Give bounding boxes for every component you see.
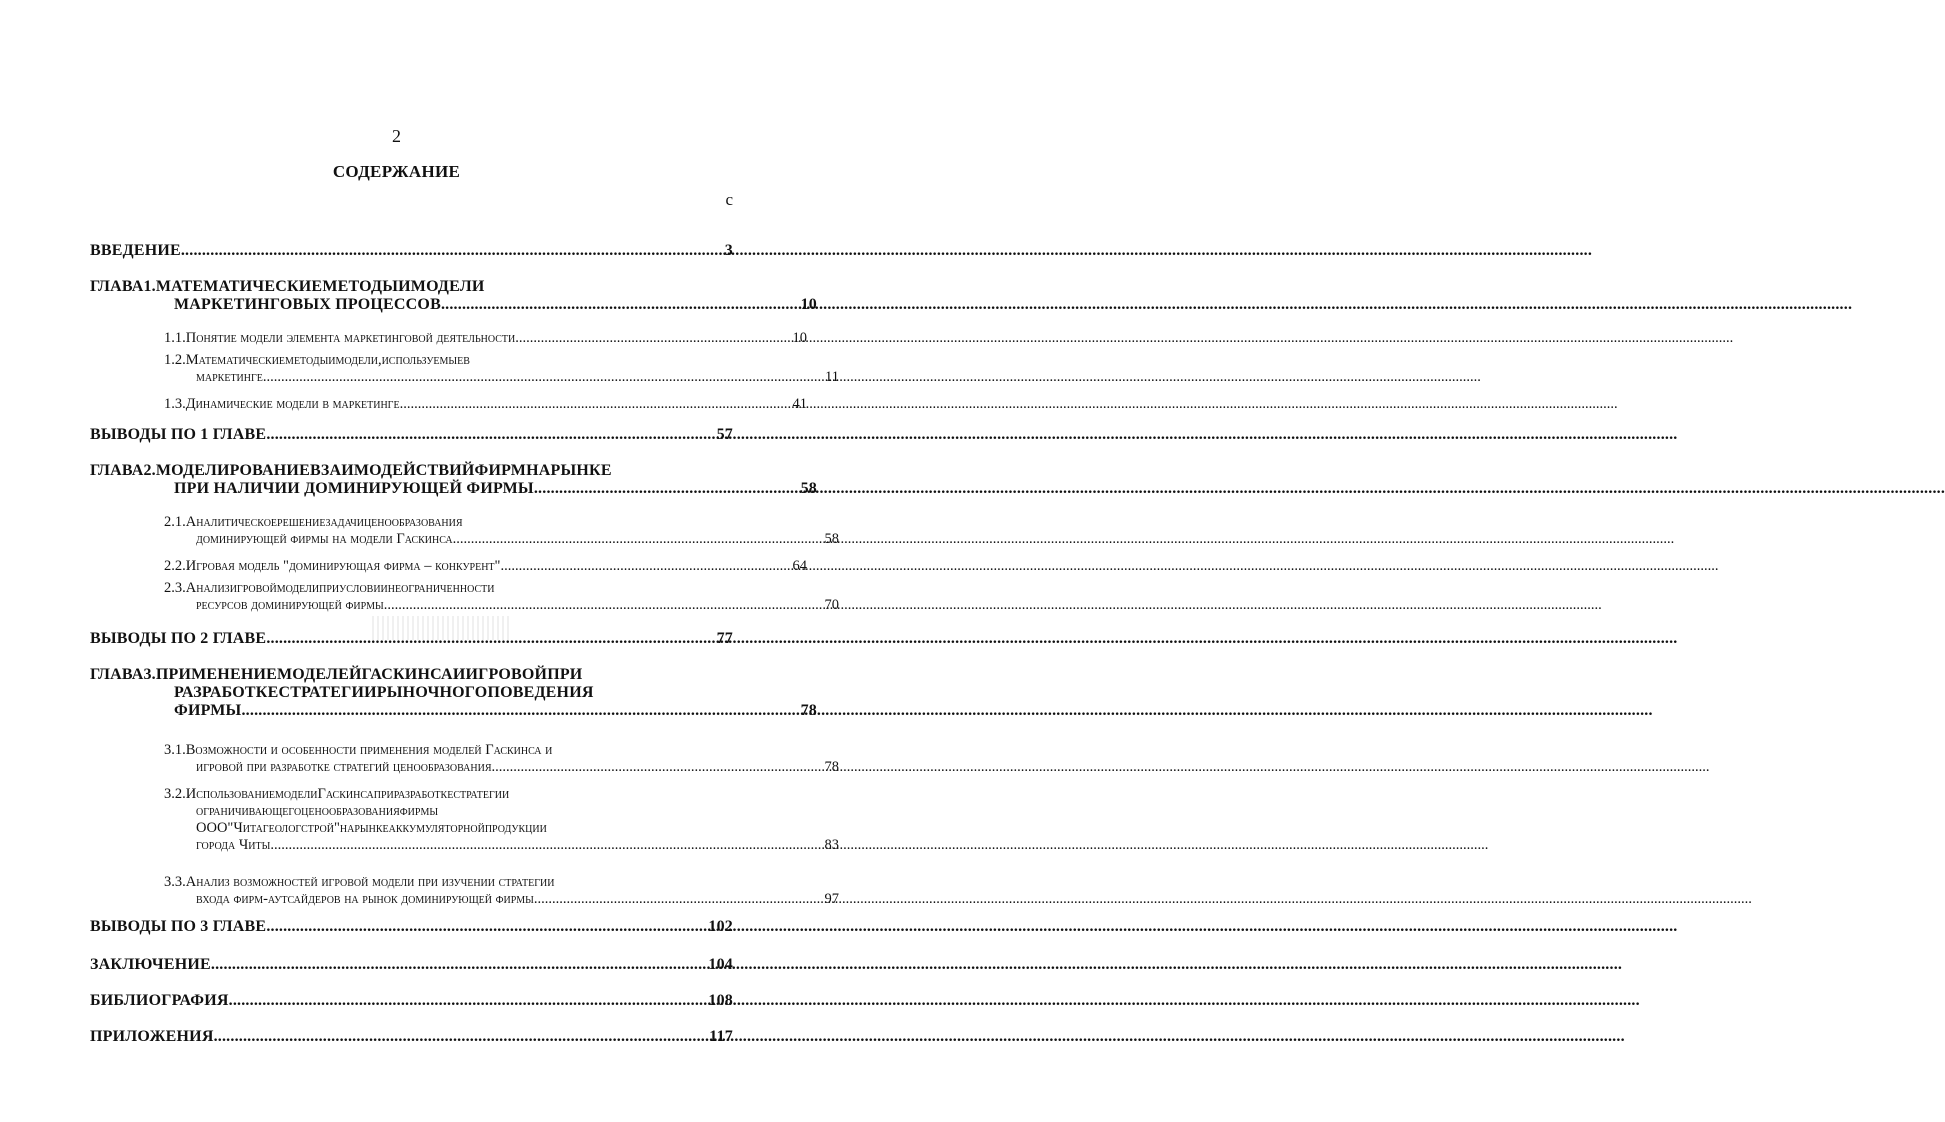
section-3-2-line-2: ограничивающего ценообразования фирмы	[196, 803, 439, 819]
toc-entry-chapter-2[interactable]: ГЛАВА2.МОДЕЛИРОВАНИЕ ВЗАИМОДЕЙСТВИЙ ФИРМ НА РЫНКЕ ПРИ НАЛИЧИИ ДОМИНИРУЮЩЕЙ ФИРМЫ ..... 58	[90, 462, 733, 498]
toc-entry-section-2-1[interactable]: 2.1.Аналитическое решение задачи ценообразования доминирующей фирмы на модели Гаскинса. ..... 58	[90, 514, 733, 548]
toc-title: СОДЕРЖАНИЕ	[332, 162, 461, 181]
section-2-1-line-1: 2.1.Аналитическое решение задачи ценообразования	[164, 514, 463, 530]
toc-entry-chapter-1[interactable]: ГЛАВА1.МАТЕМАТИЧЕСКИЕ МЕТОДЫ И МОДЕЛИ МАРКЕТИНГОВЫХ ПРОЦЕССОВ ..... 10	[90, 278, 733, 314]
section-1-2-line-1: 1.2.Математические методы и модели, используемые в	[164, 352, 470, 368]
chapter-2-title-line-1: ГЛАВА2.МОДЕЛИРОВАНИЕ ВЗАИМОДЕЙСТВИЙ ФИРМ НА РЫНКЕ	[90, 462, 612, 479]
chapter-1-title-line-1: ГЛАВА1.МАТЕМАТИЧЕСКИЕ МЕТОДЫ И МОДЕЛИ	[90, 278, 485, 295]
toc-entry-chapter-3[interactable]: ГЛАВА3.ПРИМЕНЕНИЕ МОДЕЛЕЙ ГАСКИНСА И ИГРОВОЙ ПРИ РАЗРАБОТКЕ СТРАТЕГИИ РЫНОЧНОГО ПОВЕДЕНИЯ ФИРМЫ ..... 78	[90, 666, 733, 720]
toc-entry-section-1-3[interactable]: 1.3.Динамические модели в маркетинге ..... 41	[90, 396, 733, 413]
toc-entry-section-1-2[interactable]: 1.2.Математические методы и модели, используемые в маркетинге ..... 11	[90, 352, 733, 386]
toc-entry-conclusion[interactable]: ЗАКЛЮЧЕНИЕ ..... 104	[90, 956, 733, 974]
page-column-header: с	[725, 190, 733, 209]
page-number: 2	[392, 126, 401, 146]
section-3-3-line-1: 3.3.Анализ возможностей игровой модели при изучении стратегии	[164, 874, 555, 890]
toc-entry-bibliography[interactable]: БИБЛИОГРАФИЯ ..... 108	[90, 992, 733, 1010]
toc-entry-section-2-3[interactable]: 2.3.Анализ игровой модели при условии неограниченности ресурсов доминирующей фирмы ..... 70	[90, 580, 733, 614]
toc-entry-conclusions-2[interactable]: ВЫВОДЫ ПО 2 ГЛАВЕ ..... 77	[90, 630, 733, 648]
toc-entry-conclusions-1[interactable]: ВЫВОДЫ ПО 1 ГЛАВЕ ..... 57	[90, 426, 733, 444]
toc-entry-section-1-1[interactable]: 1.1.Понятие модели элемента маркетинговой деятельности ..... 10	[90, 330, 733, 347]
section-3-2-line-3: ООО"Читагеологстрой" на рынке аккумуляторной продукции	[196, 820, 547, 836]
chapter-3-title-line-2: РАЗРАБОТКЕ СТРАТЕГИИ РЫНОЧНОГО ПОВЕДЕНИЯ	[174, 684, 594, 701]
scan-smudge	[372, 616, 512, 640]
toc-entry-section-3-3[interactable]: 3.3.Анализ возможностей игровой модели при изучении стратегии входа фирм-аутсайдеров на рынок доминирующей фирмы ..... 97	[90, 874, 733, 908]
toc-entry-section-2-2[interactable]: 2.2.Игровая модель "доминирующая фирма – конкурент" ..... 64	[90, 558, 733, 575]
section-3-2-line-1: 3.2.Использование модели Гаскинса при разработке стратегии	[164, 786, 510, 802]
toc-entry-section-3-1[interactable]: 3.1.Возможности и особенности применения моделей Гаскинса и игровой при разработке стратегий ценообразования ..... 78	[90, 742, 733, 776]
toc-entry-section-3-2[interactable]: 3.2.Использование модели Гаскинса при разработке стратегии ограничивающего ценообразования фирмы ООО"Читагеологстрой" на рынке аккумуляторной продукции города Читы ..... 83	[90, 786, 733, 854]
toc-entry-introduction[interactable]: ВВЕДЕНИЕ ..... 3	[90, 242, 733, 260]
section-2-3-line-1: 2.3.Анализ игровой модели при условии неограниченности	[164, 580, 495, 596]
document-page	[0, 0, 839, 1122]
section-3-1-line-1: 3.1.Возможности и особенности применения моделей Гаскинса и	[164, 742, 553, 758]
toc-entry-appendices[interactable]: ПРИЛОЖЕНИЯ ..... 117	[90, 1028, 733, 1046]
toc-entry-conclusions-3[interactable]: ВЫВОДЫ ПО 3 ГЛАВЕ ..... 102	[90, 918, 733, 936]
chapter-3-title-line-1: ГЛАВА3.ПРИМЕНЕНИЕ МОДЕЛЕЙ ГАСКИНСА И ИГРОВОЙ ПРИ	[90, 666, 583, 683]
